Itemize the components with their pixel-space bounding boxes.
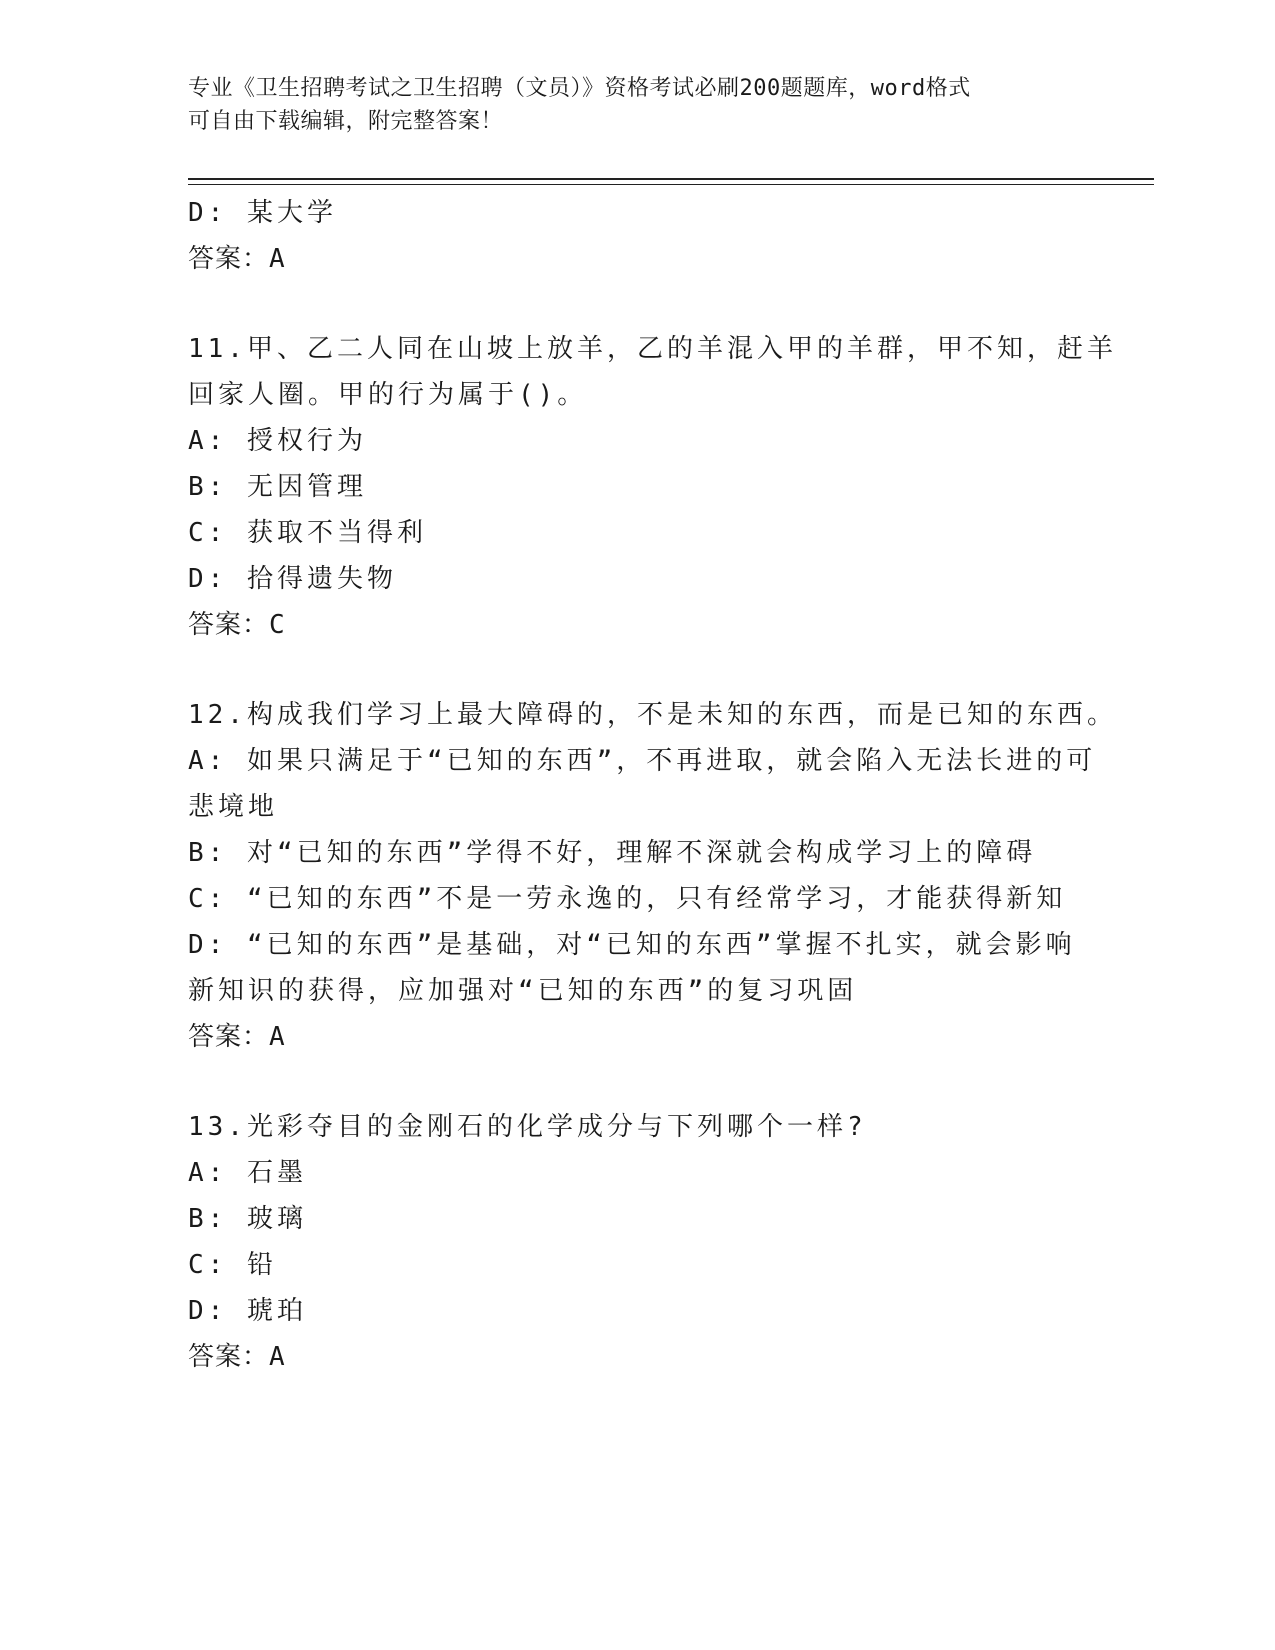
answer-value: A xyxy=(269,244,286,274)
answer-label: 答案： xyxy=(188,1342,270,1372)
option-d-continued: 新知识的获得，应加强对“已知的东西”的复习巩固 xyxy=(188,976,858,1006)
option-b: B: 玻璃 xyxy=(188,1204,307,1234)
header-line-2: 可自由下载编辑，附完整答案！ xyxy=(188,109,504,134)
answer-value: A xyxy=(269,1342,286,1372)
option-a-continued: 悲境地 xyxy=(188,792,279,822)
question-11 xyxy=(188,326,1117,648)
option-d: D: 琥珀 xyxy=(188,1296,307,1326)
answer-label: 答案： xyxy=(188,244,270,274)
option-b: B: 对“已知的东西”学得不好，理解不深就会构成学习上的障碍 xyxy=(188,838,1037,868)
answer-value: A xyxy=(269,1022,286,1052)
option-a: A: 如果只满足于“已知的东西”，不再进取，就会陷入无法长进的可 xyxy=(188,746,1097,776)
question-stem: 13.光彩夺目的金刚石的化学成分与下列哪个一样? xyxy=(188,1112,867,1142)
option-a: A: 授权行为 xyxy=(188,426,367,456)
question-stem: 11.甲、乙二人同在山坡上放羊，乙的羊混入甲的羊群，甲不知，赶羊 xyxy=(188,334,1117,364)
question-stem: 回家人圈。甲的行为属于()。 xyxy=(188,380,588,410)
prev-answer xyxy=(188,236,1088,282)
answer xyxy=(188,1334,1088,1380)
option-c: C: 获取不当得利 xyxy=(188,518,427,548)
answer-label: 答案： xyxy=(188,1022,270,1052)
document-header xyxy=(188,72,1088,138)
option-c: C: 铅 xyxy=(188,1250,277,1280)
question-12 xyxy=(188,692,1117,1060)
option-a: A: 石墨 xyxy=(188,1158,307,1188)
question-list xyxy=(188,190,1117,1380)
header-divider-thick xyxy=(188,178,1154,180)
option-c: C: “已知的东西”不是一劳永逸的，只有经常学习，才能获得新知 xyxy=(188,884,1067,914)
question-13 xyxy=(188,1104,1088,1380)
question-stem: 12.构成我们学习上最大障碍的，不是未知的东西，而是已知的东西。 xyxy=(188,700,1117,730)
option-d: D: “已知的东西”是基础，对“已知的东西”掌握不扎实，就会影响 xyxy=(188,930,1076,960)
answer-label: 答案： xyxy=(188,610,270,640)
answer xyxy=(188,602,1088,648)
prev-option-d: D: 某大学 xyxy=(188,198,337,228)
answer-value: C xyxy=(269,610,286,640)
header-line-1: 专业《卫生招聘考试之卫生招聘（文员）》资格考试必刷200题题库，word格式 xyxy=(188,76,971,101)
header-divider-thin xyxy=(188,184,1154,185)
option-d: D: 拾得遗失物 xyxy=(188,564,397,594)
option-b: B: 无因管理 xyxy=(188,472,367,502)
answer xyxy=(188,1014,1088,1060)
